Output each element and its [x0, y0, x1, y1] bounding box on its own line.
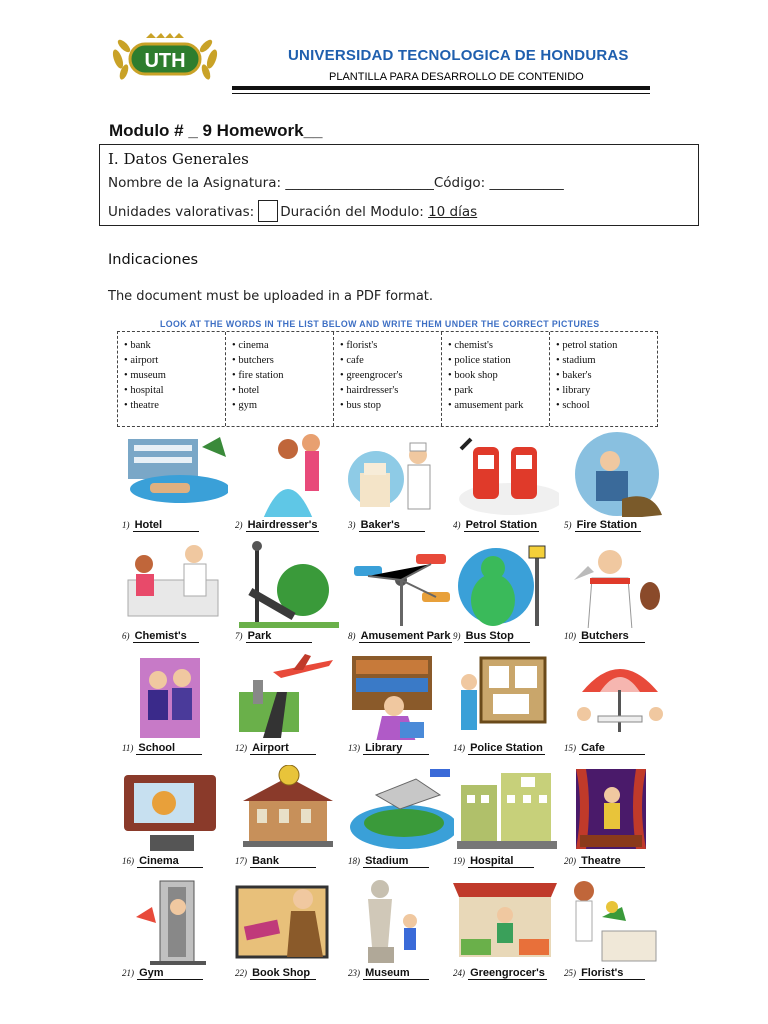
item-number: 2)	[235, 520, 243, 530]
picture-item	[233, 877, 353, 987]
item-number: 9)	[453, 631, 461, 641]
item-number: 3)	[348, 520, 356, 530]
answer-text: Cafe	[579, 742, 645, 755]
duracion-label: Duración del Modulo:	[280, 204, 429, 220]
codigo-label: Código: ___________	[433, 175, 564, 191]
answer-caption	[122, 630, 240, 643]
word-item: • school	[556, 398, 657, 413]
word-column	[442, 332, 550, 426]
word-item: • hairdresser's	[340, 383, 441, 398]
unidades-label: Unidades valorativas:	[108, 204, 255, 220]
word-item: • police station	[448, 353, 549, 368]
header-rule-thin	[232, 93, 650, 94]
answer-text: Museum	[363, 967, 429, 980]
picture-item	[562, 652, 682, 762]
asignatura-label: Nombre de la Asignatura: ______________________	[108, 175, 434, 191]
word-list-box	[117, 331, 658, 427]
answer-caption	[235, 630, 353, 643]
picture-item	[451, 877, 571, 987]
word-column	[226, 332, 334, 426]
item-number: 18)	[348, 856, 360, 866]
answer-text: Airport	[250, 742, 316, 755]
answer-caption	[453, 742, 571, 755]
answer-text: Cinema	[137, 855, 203, 868]
word-item: • fire station	[232, 368, 333, 383]
item-number: 25)	[564, 968, 576, 978]
worksheet-heading: LOOK AT THE WORDS IN THE LIST BELOW AND WRITE THEM UNDER THE CORRECT PICTURES	[160, 319, 600, 329]
answer-caption	[235, 519, 353, 532]
answer-text: Baker's	[359, 519, 425, 532]
answer-text: Hospital	[468, 855, 534, 868]
header-rule	[232, 86, 650, 90]
picture-item	[562, 429, 682, 539]
answer-text: Hotel	[133, 519, 199, 532]
item-number: 13)	[348, 743, 360, 753]
answer-text: Park	[246, 630, 312, 643]
word-column	[334, 332, 442, 426]
answer-text: School	[136, 742, 202, 755]
word-item: • gym	[232, 398, 333, 413]
word-item: • florist's	[340, 338, 441, 353]
picture-item	[346, 877, 466, 987]
item-number: 22)	[235, 968, 247, 978]
word-item: • cinema	[232, 338, 333, 353]
unidades-input-box[interactable]	[258, 200, 278, 222]
word-item: • museum	[124, 368, 225, 383]
picture-item	[120, 429, 240, 539]
picture-item	[233, 540, 353, 650]
datos-generales-box	[99, 144, 699, 226]
picture-item	[233, 652, 353, 762]
answer-caption	[564, 967, 682, 980]
item-number: 11)	[122, 743, 134, 753]
word-item: • petrol station	[556, 338, 657, 353]
asignatura-line	[108, 175, 564, 191]
word-item: • greengrocer's	[340, 368, 441, 383]
picture-item	[346, 765, 466, 875]
picture-item	[346, 652, 466, 762]
item-number: 20)	[564, 856, 576, 866]
answer-caption	[453, 630, 571, 643]
answer-caption	[122, 742, 240, 755]
answer-caption	[348, 967, 466, 980]
answer-text: Hairdresser's	[247, 519, 318, 531]
word-item: • library	[556, 383, 657, 398]
picture-item	[451, 765, 571, 875]
picture-item	[451, 540, 571, 650]
picture-item	[120, 652, 240, 762]
unidades-line	[108, 200, 477, 222]
word-column	[550, 332, 657, 426]
word-item: • theatre	[124, 398, 225, 413]
answer-caption	[348, 855, 466, 868]
picture-item	[562, 765, 682, 875]
word-item: • butchers	[232, 353, 333, 368]
item-number: 19)	[453, 856, 465, 866]
answer-caption	[235, 967, 353, 980]
answer-caption	[348, 630, 466, 643]
answer-text: Bank	[250, 855, 316, 868]
item-number: 14)	[453, 743, 465, 753]
answer-caption	[564, 742, 682, 755]
answer-caption	[122, 855, 240, 868]
answer-caption	[348, 742, 466, 755]
item-number: 24)	[453, 968, 465, 978]
answer-text: Gym	[137, 967, 203, 980]
answer-caption	[235, 855, 353, 868]
answer-text: Butchers	[579, 630, 645, 643]
picture-item	[562, 877, 682, 987]
picture-item	[451, 429, 571, 539]
answer-text: Bus Stop	[464, 630, 530, 643]
word-item: • stadium	[556, 353, 657, 368]
answer-caption	[453, 855, 571, 868]
picture-item	[451, 652, 571, 762]
item-number: 10)	[564, 631, 576, 641]
answer-text: Book Shop	[250, 967, 316, 980]
indicaciones-heading: Indicaciones	[108, 252, 199, 268]
item-number: 7)	[235, 631, 243, 641]
word-item: • hotel	[232, 383, 333, 398]
picture-item	[120, 765, 240, 875]
answer-text: Petrol Station	[465, 519, 538, 531]
word-item: • book shop	[448, 368, 549, 383]
answer-text: Greengrocer's	[470, 967, 545, 979]
answer-caption	[564, 519, 682, 532]
answer-text: Stadium	[363, 855, 429, 868]
item-number: 21)	[122, 968, 134, 978]
picture-item	[562, 540, 682, 650]
template-subtitle: PLANTILLA PARA DESARROLLO DE CONTENIDO	[329, 71, 584, 83]
answer-caption	[122, 519, 240, 532]
picture-item	[346, 540, 466, 650]
word-item: • bus stop	[340, 398, 441, 413]
word-item: • amusement park	[448, 398, 549, 413]
word-item: • bank	[124, 338, 225, 353]
answer-text: Florist's	[579, 967, 645, 980]
answer-caption	[564, 855, 682, 868]
picture-item	[233, 429, 353, 539]
item-number: 4)	[453, 520, 461, 530]
picture-item	[346, 429, 466, 539]
item-number: 15)	[564, 743, 576, 753]
module-title: Modulo # _ 9 Homework__	[109, 121, 323, 140]
answer-text: Library	[363, 742, 429, 755]
answer-caption	[348, 519, 466, 532]
answer-text: Chemist's	[133, 630, 199, 643]
word-item: • cafe	[340, 353, 441, 368]
uth-logo	[106, 32, 224, 86]
word-column	[118, 332, 226, 426]
word-item: • airport	[124, 353, 225, 368]
item-number: 6)	[122, 631, 130, 641]
word-item: • hospital	[124, 383, 225, 398]
item-number: 16)	[122, 856, 134, 866]
item-number: 1)	[122, 520, 130, 530]
picture-item	[233, 765, 353, 875]
logo-text: UTH	[144, 50, 186, 72]
answer-caption	[564, 630, 682, 643]
answer-caption	[453, 967, 571, 980]
answer-text: Amusement Park	[360, 630, 451, 642]
answer-caption	[122, 967, 240, 980]
item-number: 12)	[235, 743, 247, 753]
instruction-text: The document must be uploaded in a PDF format.	[108, 289, 434, 304]
answer-text: Theatre	[579, 855, 645, 868]
answer-text: Police Station	[470, 742, 543, 754]
word-item: • baker's	[556, 368, 657, 383]
item-number: 8)	[348, 631, 356, 641]
duracion-value: 10 días	[428, 204, 478, 220]
word-item: • park	[448, 383, 549, 398]
answer-caption	[235, 742, 353, 755]
item-number: 17)	[235, 856, 247, 866]
picture-item	[120, 877, 240, 987]
datos-heading: I. Datos Generales	[108, 150, 249, 168]
answer-caption	[453, 519, 571, 532]
item-number: 5)	[564, 520, 572, 530]
picture-item	[120, 540, 240, 650]
answer-text: Fire Station	[575, 519, 641, 532]
word-item: • chemist's	[448, 338, 549, 353]
item-number: 23)	[348, 968, 360, 978]
university-name: UNIVERSIDAD TECNOLOGICA DE HONDURAS	[288, 47, 629, 64]
